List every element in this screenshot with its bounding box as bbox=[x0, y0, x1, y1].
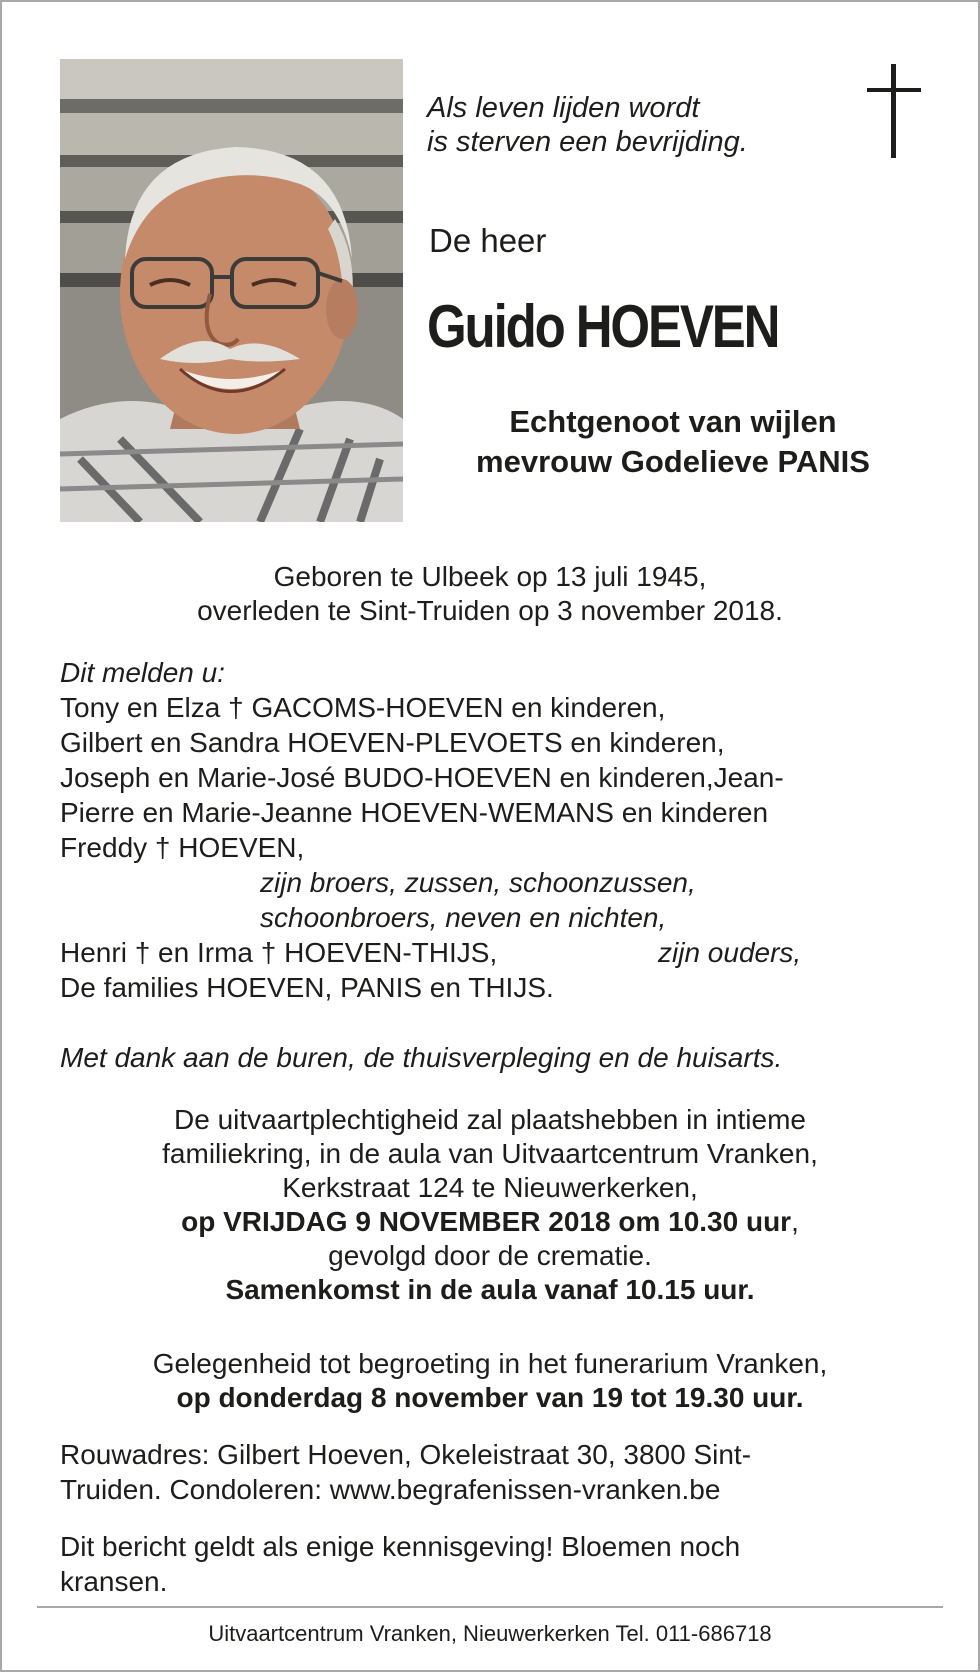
parents-relation: zijn ouders, bbox=[658, 937, 802, 968]
footer-text: Uitvaartcentrum Vranken, Nieuwerkerken Tel. 011-686718 bbox=[208, 1621, 772, 1646]
funeral-line: De uitvaartplechtigheid zal plaatshebben in intieme bbox=[174, 1104, 806, 1135]
portrait-image bbox=[60, 59, 403, 522]
funeral-line: gevolgd door de crematie. bbox=[328, 1240, 652, 1271]
notice-line: Dit bericht geldt als enige kennisgeving! Bloemen noch bbox=[60, 1531, 741, 1562]
birth-death-info bbox=[2, 560, 978, 628]
cross-icon bbox=[864, 62, 924, 162]
motto-line-1: Als leven lijden wordt bbox=[427, 92, 700, 124]
family-line: Gilbert en Sandra HOEVEN-PLEVOETS en kinderen, bbox=[60, 727, 725, 758]
funeral-date-suffix: , bbox=[791, 1206, 799, 1237]
parents-names: Henri † en Irma † HOEVEN-THIJS, bbox=[60, 937, 498, 968]
birth-line: Geboren te Ulbeek op 13 juli 1945, bbox=[273, 561, 707, 592]
portrait-photo bbox=[60, 59, 403, 522]
funeral-line: Kerkstraat 124 te Nieuwerkerken, bbox=[282, 1172, 698, 1203]
notice-line: kransen. bbox=[60, 1566, 168, 1597]
families-line: De families HOEVEN, PANIS en THIJS. bbox=[60, 972, 554, 1003]
address-line: Truiden. Condoleren: www.begrafenissen-vranken.be bbox=[60, 1474, 721, 1505]
spouse-info bbox=[427, 402, 919, 482]
family-intro: Dit melden u: bbox=[60, 657, 225, 688]
greeting-info bbox=[2, 1347, 978, 1415]
greeting-line: Gelegenheid tot begroeting in het funerarium Vranken, bbox=[152, 1348, 828, 1379]
address-line: Rouwadres: Gilbert Hoeven, Okeleistraat 30, 3800 Sint- bbox=[60, 1439, 752, 1470]
funeral-line: familiekring, in de aula van Uitvaartcentrum Vranken, bbox=[162, 1138, 818, 1169]
funeral-date: op VRIJDAG 9 NOVEMBER 2018 om 10.30 uur bbox=[181, 1206, 792, 1237]
motto-line-2: is sterven een bevrijding. bbox=[427, 126, 748, 158]
death-line: overleden te Sint-Truiden op 3 november 2018. bbox=[197, 595, 783, 626]
salutation: De heer bbox=[429, 222, 547, 259]
family-relation: schoonbroers, neven en nichten, bbox=[260, 902, 667, 933]
funeral-info bbox=[2, 1103, 978, 1307]
deceased-name: Guido HOEVEN bbox=[427, 293, 779, 360]
mourning-address bbox=[60, 1437, 860, 1507]
funeral-date-row bbox=[2, 1205, 978, 1239]
family-list bbox=[60, 655, 940, 1005]
greeting-date: op donderdag 8 november van 19 tot 19.30 uur. bbox=[176, 1382, 804, 1413]
notice bbox=[60, 1529, 860, 1599]
spouse-line-1: Echtgenoot van wijlen bbox=[509, 404, 837, 439]
family-line: Pierre en Marie-Jeanne HOEVEN-WEMANS en kinderen bbox=[60, 797, 769, 828]
thanks-line: Met dank aan de buren, de thuisverpleging en de huisarts. bbox=[60, 1042, 783, 1073]
family-line: Freddy † HOEVEN, bbox=[60, 832, 305, 863]
gathering-line: Samenkomst in de aula vanaf 10.15 uur. bbox=[225, 1274, 755, 1305]
spouse-line-2: mevrouw Godelieve PANIS bbox=[476, 444, 870, 479]
family-line: Tony en Elza † GACOMS-HOEVEN en kinderen, bbox=[60, 692, 666, 723]
parents-row bbox=[60, 935, 940, 970]
motto bbox=[427, 91, 847, 159]
footer-divider bbox=[37, 1606, 943, 1608]
family-line: Joseph en Marie-José BUDO-HOEVEN en kinderen,Jean- bbox=[60, 762, 784, 793]
family-relation: zijn broers, zussen, schoonzussen, bbox=[260, 867, 696, 898]
